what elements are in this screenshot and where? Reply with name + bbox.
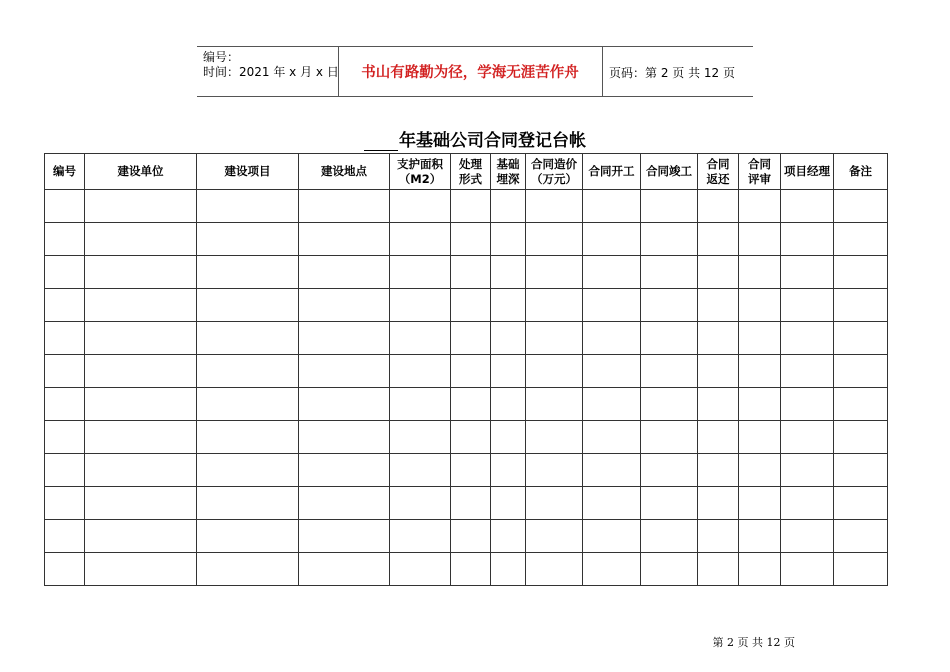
table-cell: [739, 553, 781, 586]
column-header: [641, 154, 698, 190]
column-header-label: 合同造价: [531, 156, 577, 171]
table-cell: [85, 322, 197, 355]
table-cell: [45, 520, 85, 553]
column-header-label: 支护面积: [397, 156, 443, 171]
table-cell: [583, 454, 641, 487]
table-cell: [698, 520, 739, 553]
table-cell: [390, 520, 451, 553]
table-cell: [390, 190, 451, 223]
table-cell: [197, 520, 299, 553]
table-cell: [197, 223, 299, 256]
table-cell: [739, 487, 781, 520]
table-cell: [390, 454, 451, 487]
header-bottom-rule: [197, 96, 753, 97]
column-header-label: 备注: [849, 164, 872, 178]
table-cell: [491, 553, 526, 586]
column-header-label: 评审: [748, 171, 771, 186]
table-cell: [583, 553, 641, 586]
table-cell: [526, 289, 583, 322]
table-cell: [45, 322, 85, 355]
table-cell: [526, 355, 583, 388]
table-cell: [781, 289, 834, 322]
table-cell: [45, 223, 85, 256]
table-cell: [45, 421, 85, 454]
table-cell: [834, 190, 888, 223]
column-header: [834, 154, 888, 190]
table-cell: [526, 553, 583, 586]
table-row: [45, 421, 888, 454]
column-header-label: 处理: [459, 156, 482, 171]
table-cell: [781, 487, 834, 520]
column-header-label: 埋深: [496, 171, 520, 186]
table-cell: [491, 355, 526, 388]
table-cell: [641, 553, 698, 586]
table-cell: [583, 421, 641, 454]
column-header-label: 编号: [53, 164, 76, 178]
table-cell: [299, 289, 390, 322]
table-cell: [781, 421, 834, 454]
column-header: [781, 154, 834, 190]
table-cell: [299, 355, 390, 388]
table-cell: [451, 454, 491, 487]
table-cell: [299, 520, 390, 553]
column-header-label: 建设单位: [117, 164, 164, 178]
table-cell: [641, 487, 698, 520]
table-cell: [781, 355, 834, 388]
column-header: [739, 154, 781, 190]
table-cell: [526, 421, 583, 454]
header-slogan: 书山有路勤为径，学海无涯苦作舟: [361, 64, 579, 81]
column-header-label: 合同开工: [588, 164, 635, 178]
table-cell: [197, 256, 299, 289]
table-cell: [641, 289, 698, 322]
table-cell: [641, 223, 698, 256]
table-cell: [698, 190, 739, 223]
table-cell: [299, 487, 390, 520]
table-cell: [390, 388, 451, 421]
table-cell: [641, 454, 698, 487]
table-cell: [641, 355, 698, 388]
table-cell: [583, 289, 641, 322]
table-cell: [739, 190, 781, 223]
table-cell: [834, 487, 888, 520]
table-cell: [641, 190, 698, 223]
table-cell: [698, 289, 739, 322]
table-cell: [834, 520, 888, 553]
table-cell: [451, 223, 491, 256]
table-cell: [299, 421, 390, 454]
table-cell: [641, 421, 698, 454]
table-cell: [781, 223, 834, 256]
table-cell: [641, 520, 698, 553]
table-cell: [197, 388, 299, 421]
table-row: [45, 355, 888, 388]
table-cell: [526, 256, 583, 289]
table-cell: [390, 289, 451, 322]
column-header-label: 建设项目: [224, 164, 271, 178]
table-cell: [451, 388, 491, 421]
table-cell: [45, 553, 85, 586]
table-cell: [390, 553, 451, 586]
table-cell: [583, 190, 641, 223]
table-cell: [299, 223, 390, 256]
table-cell: [698, 322, 739, 355]
column-header: [491, 154, 526, 190]
table-cell: [834, 322, 888, 355]
table-cell: [85, 355, 197, 388]
column-header: [299, 154, 390, 190]
table-cell: [45, 256, 85, 289]
table-cell: [834, 553, 888, 586]
table-cell: [45, 355, 85, 388]
table-cell: [491, 223, 526, 256]
table-cell: [834, 454, 888, 487]
header-page-info: 页码：第 2 页 共 12 页: [609, 66, 735, 80]
table-cell: [526, 520, 583, 553]
table-row: [45, 223, 888, 256]
table-cell: [299, 454, 390, 487]
table-cell: [739, 421, 781, 454]
doc-number-label: 编号：: [203, 50, 240, 64]
table-cell: [299, 388, 390, 421]
table-cell: [739, 289, 781, 322]
table-cell: [197, 487, 299, 520]
table-cell: [491, 454, 526, 487]
table-cell: [526, 487, 583, 520]
table-row: [45, 520, 888, 553]
table-row: [45, 454, 888, 487]
table-cell: [45, 487, 85, 520]
table-cell: [698, 256, 739, 289]
table-cell: [45, 190, 85, 223]
table-cell: [197, 289, 299, 322]
table-row: [45, 289, 888, 322]
table-cell: [781, 553, 834, 586]
table-cell: [390, 487, 451, 520]
table-cell: [45, 454, 85, 487]
table-cell: [739, 520, 781, 553]
table-row: [45, 487, 888, 520]
table-row: [45, 190, 888, 223]
column-header: [197, 154, 299, 190]
table-cell: [583, 223, 641, 256]
table-cell: [583, 487, 641, 520]
table-cell: [834, 355, 888, 388]
column-header-label: 项目经理: [784, 164, 830, 178]
table-cell: [197, 190, 299, 223]
column-header: [85, 154, 197, 190]
table-cell: [526, 190, 583, 223]
table-cell: [491, 421, 526, 454]
table-cell: [45, 289, 85, 322]
table-cell: [641, 256, 698, 289]
column-header: [526, 154, 583, 190]
table-cell: [197, 355, 299, 388]
table-cell: [739, 223, 781, 256]
column-header-label: 返还: [706, 171, 730, 186]
page-title: 年基础公司合同登记台帐: [399, 131, 586, 151]
table-cell: [698, 388, 739, 421]
table-row: [45, 256, 888, 289]
table-cell: [834, 289, 888, 322]
table-row: [45, 388, 888, 421]
table-cell: [390, 355, 451, 388]
contract-ledger-table: [44, 153, 888, 586]
table-cell: [491, 190, 526, 223]
table-header-row: [45, 154, 888, 190]
table-cell: [526, 454, 583, 487]
table-cell: [781, 256, 834, 289]
table-cell: [698, 223, 739, 256]
table-cell: [85, 454, 197, 487]
table-cell: [739, 388, 781, 421]
column-header-label: 建设地点: [321, 164, 367, 178]
column-header-label: 合同: [706, 156, 730, 171]
column-header-label: 基础: [496, 156, 520, 171]
table-cell: [390, 256, 451, 289]
table-cell: [451, 520, 491, 553]
table-cell: [739, 454, 781, 487]
column-header: [390, 154, 451, 190]
table-cell: [85, 421, 197, 454]
table-cell: [698, 553, 739, 586]
header-divider-right: [602, 46, 603, 96]
table-cell: [197, 322, 299, 355]
table-cell: [491, 487, 526, 520]
table-cell: [526, 388, 583, 421]
table-cell: [739, 322, 781, 355]
table-cell: [85, 520, 197, 553]
table-cell: [451, 487, 491, 520]
table-cell: [451, 553, 491, 586]
table-cell: [834, 421, 888, 454]
table-cell: [491, 289, 526, 322]
table-cell: [583, 355, 641, 388]
table-cell: [583, 256, 641, 289]
table-cell: [698, 355, 739, 388]
column-header: [698, 154, 739, 190]
table-cell: [451, 355, 491, 388]
table-cell: [390, 421, 451, 454]
table-cell: [641, 388, 698, 421]
table-cell: [698, 454, 739, 487]
table-cell: [299, 322, 390, 355]
table-cell: [85, 289, 197, 322]
table-cell: [491, 388, 526, 421]
table-cell: [451, 421, 491, 454]
doc-time-label: 时间：2021 年 x 月 x 日: [203, 65, 339, 79]
column-header-label: 合同竣工: [646, 164, 692, 178]
table-cell: [583, 388, 641, 421]
table-cell: [781, 190, 834, 223]
table-cell: [583, 322, 641, 355]
table-cell: [85, 256, 197, 289]
table-cell: [781, 322, 834, 355]
table-cell: [85, 190, 197, 223]
column-header-label: 合同: [748, 156, 771, 171]
table-row: [45, 553, 888, 586]
table-cell: [451, 289, 491, 322]
table-row: [45, 322, 888, 355]
table-cell: [698, 421, 739, 454]
table-cell: [299, 553, 390, 586]
table-cell: [85, 388, 197, 421]
table-cell: [739, 256, 781, 289]
table-cell: [45, 388, 85, 421]
table-cell: [641, 322, 698, 355]
column-header-label: （万元）: [531, 171, 577, 186]
table-cell: [834, 223, 888, 256]
title-year-blank: [364, 132, 398, 151]
column-header-label: 形式: [459, 171, 482, 186]
table-cell: [85, 553, 197, 586]
table-cell: [197, 421, 299, 454]
table-cell: [834, 256, 888, 289]
table-cell: [491, 322, 526, 355]
footer-page-number: 第 2 页 共 12 页: [712, 636, 795, 649]
table-cell: [451, 190, 491, 223]
table-cell: [197, 553, 299, 586]
column-header-label: （M2）: [398, 171, 442, 186]
table-cell: [583, 520, 641, 553]
table-cell: [781, 388, 834, 421]
table-cell: [390, 223, 451, 256]
table-cell: [299, 256, 390, 289]
table-cell: [491, 256, 526, 289]
table-cell: [526, 322, 583, 355]
table-cell: [85, 487, 197, 520]
table-cell: [491, 520, 526, 553]
table-cell: [781, 454, 834, 487]
table-cell: [390, 322, 451, 355]
table-cell: [781, 520, 834, 553]
table-cell: [526, 223, 583, 256]
table-cell: [834, 388, 888, 421]
column-header: [45, 154, 85, 190]
column-header: [583, 154, 641, 190]
table-cell: [451, 256, 491, 289]
table-cell: [739, 355, 781, 388]
table-cell: [451, 322, 491, 355]
column-header: [451, 154, 491, 190]
table-cell: [85, 223, 197, 256]
title-block: [0, 126, 950, 151]
table-cell: [698, 487, 739, 520]
table-cell: [299, 190, 390, 223]
table-cell: [197, 454, 299, 487]
table-body: [45, 190, 888, 586]
